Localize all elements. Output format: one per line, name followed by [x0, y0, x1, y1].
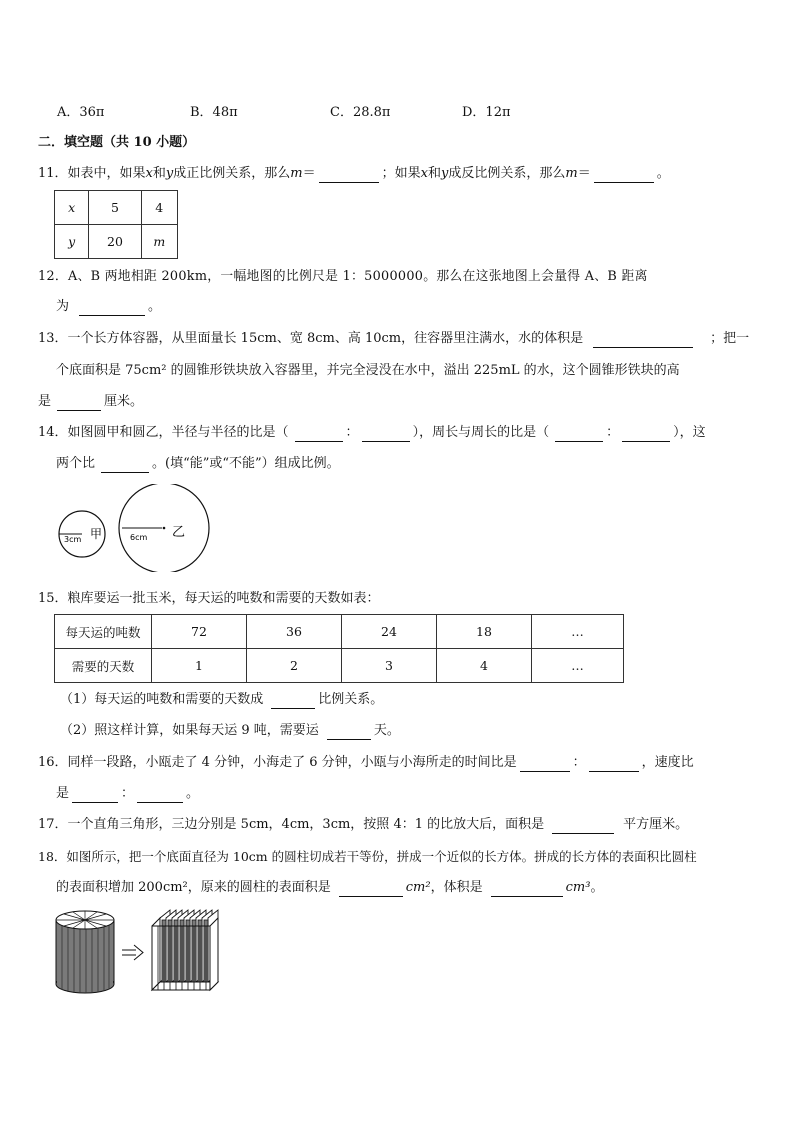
answer-blank[interactable] — [57, 396, 101, 411]
answer-blank[interactable] — [589, 757, 639, 772]
table-cell: … — [532, 649, 624, 683]
answer-blank[interactable] — [339, 882, 403, 897]
table-cell: 4 — [141, 191, 177, 225]
answer-blank[interactable] — [319, 168, 379, 183]
q11-table — [54, 190, 178, 259]
question-17: 17．一个直角三角形，三边分别是 5cm，4cm，3cm，按照 4：1 的比放大后，面积是 平方厘米。 — [38, 817, 689, 832]
answer-blank[interactable] — [79, 301, 145, 316]
table-cell: 3 — [342, 649, 437, 683]
center-dot — [163, 527, 166, 530]
table-cell: 36 — [247, 615, 342, 649]
question-15-sub1: （1）每天运的吨数和需要的天数成 比例关系。 — [60, 692, 384, 707]
answer-blank[interactable] — [72, 788, 118, 803]
table-cell: 4 — [437, 649, 532, 683]
question-18-line2: 的表面积增加 200cm²，原来的圆柱的表面积是 cm²，体积是 cm³。 — [56, 880, 604, 895]
table-cell: 24 — [342, 615, 437, 649]
table-cell: 1 — [152, 649, 247, 683]
circles-figure — [52, 484, 212, 572]
answer-blank[interactable] — [327, 725, 371, 740]
answer-blank[interactable] — [594, 168, 654, 183]
answer-blank[interactable] — [271, 694, 315, 709]
cuboid — [152, 910, 218, 990]
choice-c: C．28.8π — [330, 105, 391, 120]
question-16-line2: 是 ： 。 — [56, 786, 200, 801]
question-14-line2: 两个比 。(填“能”或“不能”）组成比例。 — [56, 456, 340, 471]
question-18: 18．如图所示，把一个底面直径为 10cm 的圆柱切成若干等份，拼成一个近似的长方体。拼成的长方体的表面积比圆柱 — [38, 849, 697, 864]
table-cell: 每天运的吨数 — [55, 615, 152, 649]
answer-blank[interactable] — [552, 819, 614, 834]
question-12: 12．A、B 两地相距 200km，一幅地图的比例尺是 1：5000000。那么在这张地图上会量得 A、B 距离 — [38, 269, 648, 284]
question-15-sub2: （2）照这样计算，如果每天运 9 吨，需要运 天。 — [60, 723, 400, 738]
question-12-line2: 为 。 — [56, 299, 162, 314]
question-13-line2: 个底面积是 75cm² 的圆锥形铁块放入容器里，并完全浸没在水中，溢出 225mL 的水，这个圆锥形铁块的高 — [56, 363, 680, 378]
table-cell: 需要的天数 — [55, 649, 152, 683]
question-13-line3: 是 厘米。 — [38, 394, 144, 409]
table-cell: 18 — [437, 615, 532, 649]
question-11: 11．如表中，如果x和y成正比例关系，那么m＝ ；如果x和y成反比例关系，那么m＝ 。 — [38, 166, 670, 181]
circle-jia-name: 甲 — [90, 527, 103, 541]
question-13: 13．一个长方体容器，从里面量长 15cm、宽 8cm、高 10cm，往容器里注满水，水的体积是 ；把一 — [38, 331, 750, 346]
table-cell: 72 — [152, 615, 247, 649]
answer-blank[interactable] — [491, 882, 563, 897]
table-cell: 5 — [89, 191, 141, 225]
answer-blank[interactable] — [101, 458, 149, 473]
table-cell: m — [141, 225, 177, 259]
circle-jia-radius: 3cm — [64, 535, 82, 544]
transform-arrow — [122, 945, 143, 960]
answer-blank[interactable] — [137, 788, 183, 803]
table-cell: … — [532, 615, 624, 649]
table-cell: y — [55, 225, 89, 259]
choice-b: B．48π — [190, 105, 238, 120]
circle-yi-radius: 6cm — [130, 533, 148, 542]
answer-blank[interactable] — [555, 427, 603, 442]
q15-table — [54, 614, 624, 683]
answer-blank[interactable] — [520, 757, 570, 772]
table-cell: 20 — [89, 225, 141, 259]
answer-blank[interactable] — [295, 427, 343, 442]
answer-blank[interactable] — [593, 333, 693, 348]
table-cell: 2 — [247, 649, 342, 683]
answer-blank[interactable] — [622, 427, 670, 442]
section-title: 二．填空题（共 10 小题） — [38, 135, 196, 150]
choice-d: D．12π — [462, 105, 511, 120]
question-15: 15．粮库要运一批玉米，每天运的吨数和需要的天数如表： — [38, 591, 380, 606]
question-14: 14．如图圆甲和圆乙，半径与半径的比是（ ： ），周长与周长的比是（ ： ），这 — [38, 425, 706, 440]
cylinder-cuboid-figure — [52, 908, 242, 1000]
table-cell: x — [55, 191, 89, 225]
circle-yi-name: 乙 — [172, 525, 186, 540]
answer-blank[interactable] — [362, 427, 410, 442]
question-16: 16．同样一段路，小瓯走了 4 分钟，小海走了 6 分钟，小瓯与小海所走的时间比是 ： ，速度比 — [38, 755, 694, 770]
choice-a: A．36π — [57, 105, 105, 120]
